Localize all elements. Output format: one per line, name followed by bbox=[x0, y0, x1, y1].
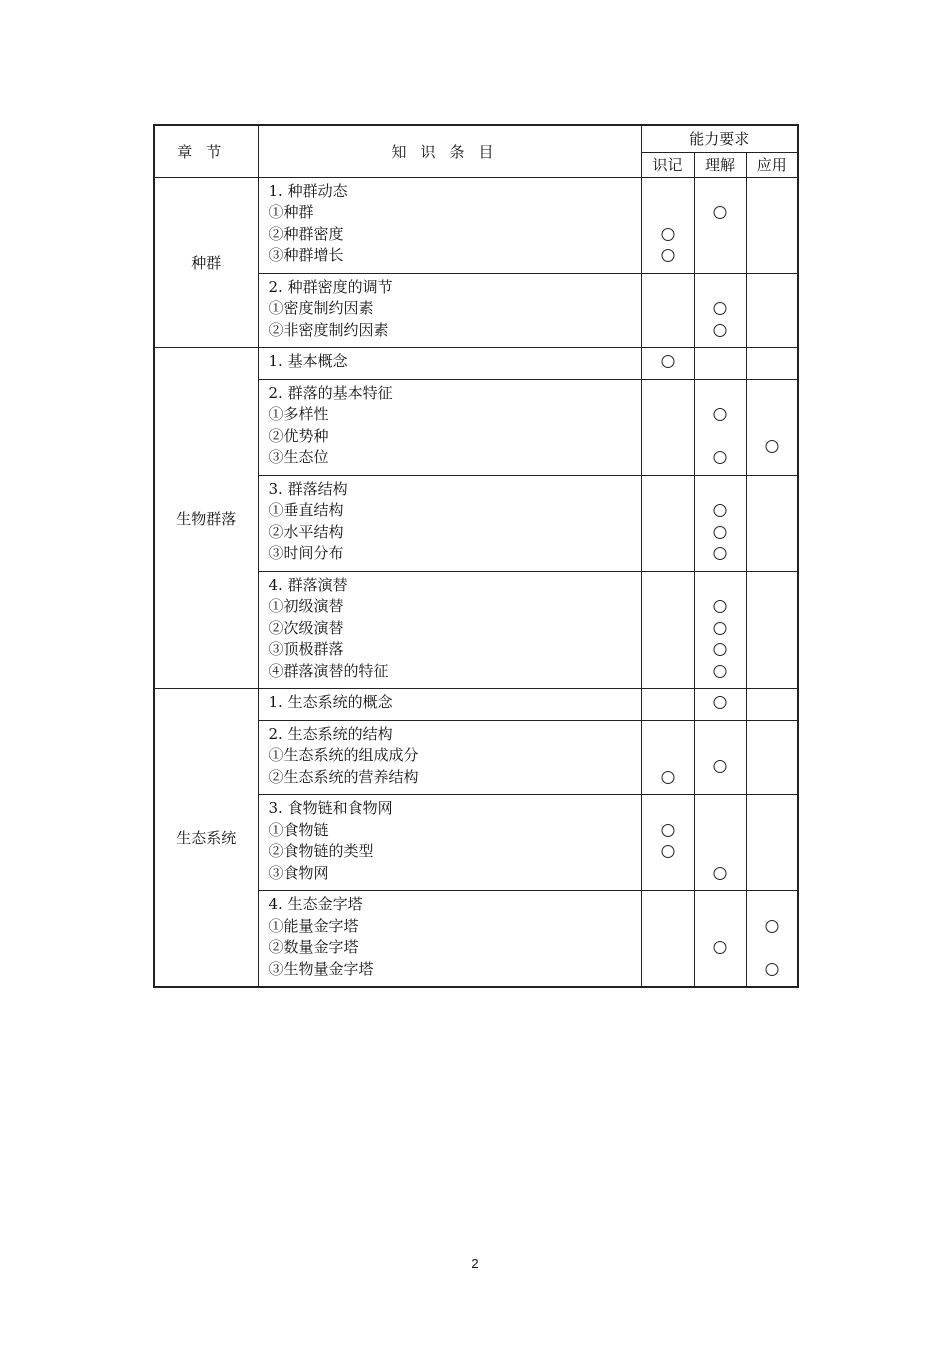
mark-cell-recall bbox=[641, 571, 694, 689]
mark-cell-understand bbox=[694, 689, 746, 721]
knowledge-subitem: ③生物量金字塔 bbox=[268, 959, 374, 978]
circle-mark-icon bbox=[661, 824, 674, 837]
knowledge-subitem: ①能量金字塔 bbox=[268, 916, 359, 935]
circle-mark-icon bbox=[661, 845, 674, 858]
circle-mark-icon bbox=[714, 665, 727, 678]
chapter-cell: 生态系统 bbox=[154, 689, 258, 987]
circle-mark-icon bbox=[714, 302, 727, 315]
knowledge-item-cell bbox=[258, 379, 641, 475]
mark-cell-recall bbox=[641, 689, 694, 721]
mark-cell-apply bbox=[746, 571, 798, 689]
mark-cell-understand bbox=[694, 720, 746, 795]
mark-cell-recall bbox=[641, 273, 694, 348]
circle-mark-icon bbox=[714, 504, 727, 517]
circle-mark-icon bbox=[714, 696, 727, 709]
chapter-cell: 生物群落 bbox=[154, 348, 258, 689]
mark-cell-recall bbox=[641, 795, 694, 891]
knowledge-item-title: 3. 食物链和食物网 bbox=[268, 799, 393, 817]
circle-mark-icon bbox=[714, 547, 727, 560]
page-number: 2 bbox=[471, 1256, 479, 1271]
knowledge-item-title: 2. 种群密度的调节 bbox=[268, 277, 393, 296]
knowledge-subitem: ②生态系统的营养结构 bbox=[268, 767, 419, 786]
mark-cell-apply bbox=[746, 273, 798, 348]
knowledge-item-cell bbox=[258, 273, 641, 348]
knowledge-item-cell bbox=[258, 177, 641, 273]
circle-mark-icon bbox=[765, 963, 778, 976]
circle-mark-icon bbox=[714, 600, 727, 613]
header-chapter: 章节 bbox=[154, 125, 258, 177]
circle-mark-icon bbox=[661, 228, 674, 241]
mark-cell-understand bbox=[694, 571, 746, 689]
knowledge-subitem: ①食物链 bbox=[268, 820, 329, 839]
knowledge-subitem: ①垂直结构 bbox=[268, 501, 344, 519]
circle-mark-icon bbox=[661, 249, 674, 262]
knowledge-item-title: 1. 种群动态 bbox=[268, 181, 348, 200]
knowledge-item-cell bbox=[258, 720, 641, 795]
knowledge-subitem: ③食物网 bbox=[268, 863, 329, 882]
mark-cell-understand bbox=[694, 891, 746, 987]
table-row bbox=[154, 689, 798, 721]
mark-cell-apply bbox=[746, 348, 798, 380]
mark-cell-apply bbox=[746, 795, 798, 891]
knowledge-item-cell bbox=[258, 348, 641, 380]
mark-cell-recall bbox=[641, 379, 694, 475]
knowledge-item-title: 3. 群落结构 bbox=[268, 479, 348, 498]
circle-mark-icon bbox=[661, 355, 674, 368]
knowledge-subitem: ①初级演替 bbox=[268, 597, 344, 615]
mark-cell-understand bbox=[694, 795, 746, 891]
knowledge-subitem: ①密度制约因素 bbox=[268, 299, 374, 317]
mark-cell-understand bbox=[694, 348, 746, 380]
circle-mark-icon bbox=[714, 451, 727, 464]
knowledge-subitem: ③顶极群落 bbox=[268, 640, 344, 658]
mark-cell-apply bbox=[746, 177, 798, 273]
mark-cell-recall bbox=[641, 177, 694, 273]
table-row bbox=[154, 348, 798, 380]
knowledge-subitem: ①种群 bbox=[268, 203, 314, 221]
knowledge-item-cell bbox=[258, 891, 641, 987]
circle-mark-icon bbox=[714, 206, 727, 219]
mark-cell-understand bbox=[694, 475, 746, 571]
mark-cell-apply bbox=[746, 475, 798, 571]
table-row bbox=[154, 177, 798, 273]
knowledge-item-title: 1. 生态系统的概念 bbox=[268, 693, 393, 711]
mark-cell-recall bbox=[641, 891, 694, 987]
header-apply: 应用 bbox=[746, 152, 798, 177]
circle-mark-icon bbox=[714, 760, 727, 773]
chapter-cell: 种群 bbox=[154, 177, 258, 348]
circle-mark-icon bbox=[714, 622, 727, 635]
circle-mark-icon bbox=[661, 771, 674, 784]
knowledge-item-title: 2. 群落的基本特征 bbox=[268, 383, 393, 402]
knowledge-item-cell bbox=[258, 571, 641, 689]
knowledge-item-cell bbox=[258, 689, 641, 721]
header-knowledge-items: 知识条目 bbox=[258, 125, 641, 177]
knowledge-item-title: 2. 生态系统的结构 bbox=[268, 724, 393, 743]
mark-cell-apply bbox=[746, 379, 798, 475]
knowledge-subitem: ③时间分布 bbox=[268, 544, 344, 562]
header-understand: 理解 bbox=[694, 152, 746, 177]
knowledge-subitem: ②数量金字塔 bbox=[268, 938, 359, 956]
knowledge-item-title: 4. 群落演替 bbox=[268, 575, 348, 594]
mark-cell-apply bbox=[746, 720, 798, 795]
knowledge-item-title: 4. 生态金字塔 bbox=[268, 895, 363, 913]
mark-cell-understand bbox=[694, 379, 746, 475]
knowledge-subitem: ②水平结构 bbox=[268, 522, 344, 541]
circle-mark-icon bbox=[714, 643, 727, 656]
knowledge-subitem: ①多样性 bbox=[268, 405, 329, 423]
mark-cell-apply bbox=[746, 689, 798, 721]
knowledge-subitem: ③种群增长 bbox=[268, 246, 344, 264]
knowledge-subitem: ②次级演替 bbox=[268, 618, 344, 637]
circle-mark-icon bbox=[714, 941, 727, 954]
circle-mark-icon bbox=[714, 867, 727, 880]
ability-requirements-table bbox=[153, 124, 799, 988]
mark-cell-recall bbox=[641, 348, 694, 380]
mark-cell-understand bbox=[694, 177, 746, 273]
knowledge-subitem: ④群落演替的特征 bbox=[268, 661, 389, 680]
knowledge-subitem: ③生态位 bbox=[268, 448, 329, 466]
header-recall: 识记 bbox=[641, 152, 694, 177]
circle-mark-icon bbox=[765, 440, 778, 453]
circle-mark-icon bbox=[714, 324, 727, 337]
knowledge-item-cell bbox=[258, 475, 641, 571]
mark-cell-recall bbox=[641, 720, 694, 795]
circle-mark-icon bbox=[714, 408, 727, 421]
knowledge-subitem: ②优势种 bbox=[268, 426, 329, 445]
knowledge-item-title: 1. 基本概念 bbox=[268, 352, 348, 370]
mark-cell-apply bbox=[746, 891, 798, 987]
header-ability: 能力要求 bbox=[641, 125, 798, 152]
circle-mark-icon bbox=[765, 920, 778, 933]
knowledge-item-cell bbox=[258, 795, 641, 891]
knowledge-subitem: ②非密度制约因素 bbox=[268, 320, 389, 339]
knowledge-subitem: ②食物链的类型 bbox=[268, 842, 374, 860]
circle-mark-icon bbox=[714, 526, 727, 539]
mark-cell-recall bbox=[641, 475, 694, 571]
mark-cell-understand bbox=[694, 273, 746, 348]
knowledge-subitem: ②种群密度 bbox=[268, 224, 344, 243]
knowledge-subitem: ①生态系统的组成成分 bbox=[268, 746, 419, 764]
table-body bbox=[154, 177, 798, 987]
